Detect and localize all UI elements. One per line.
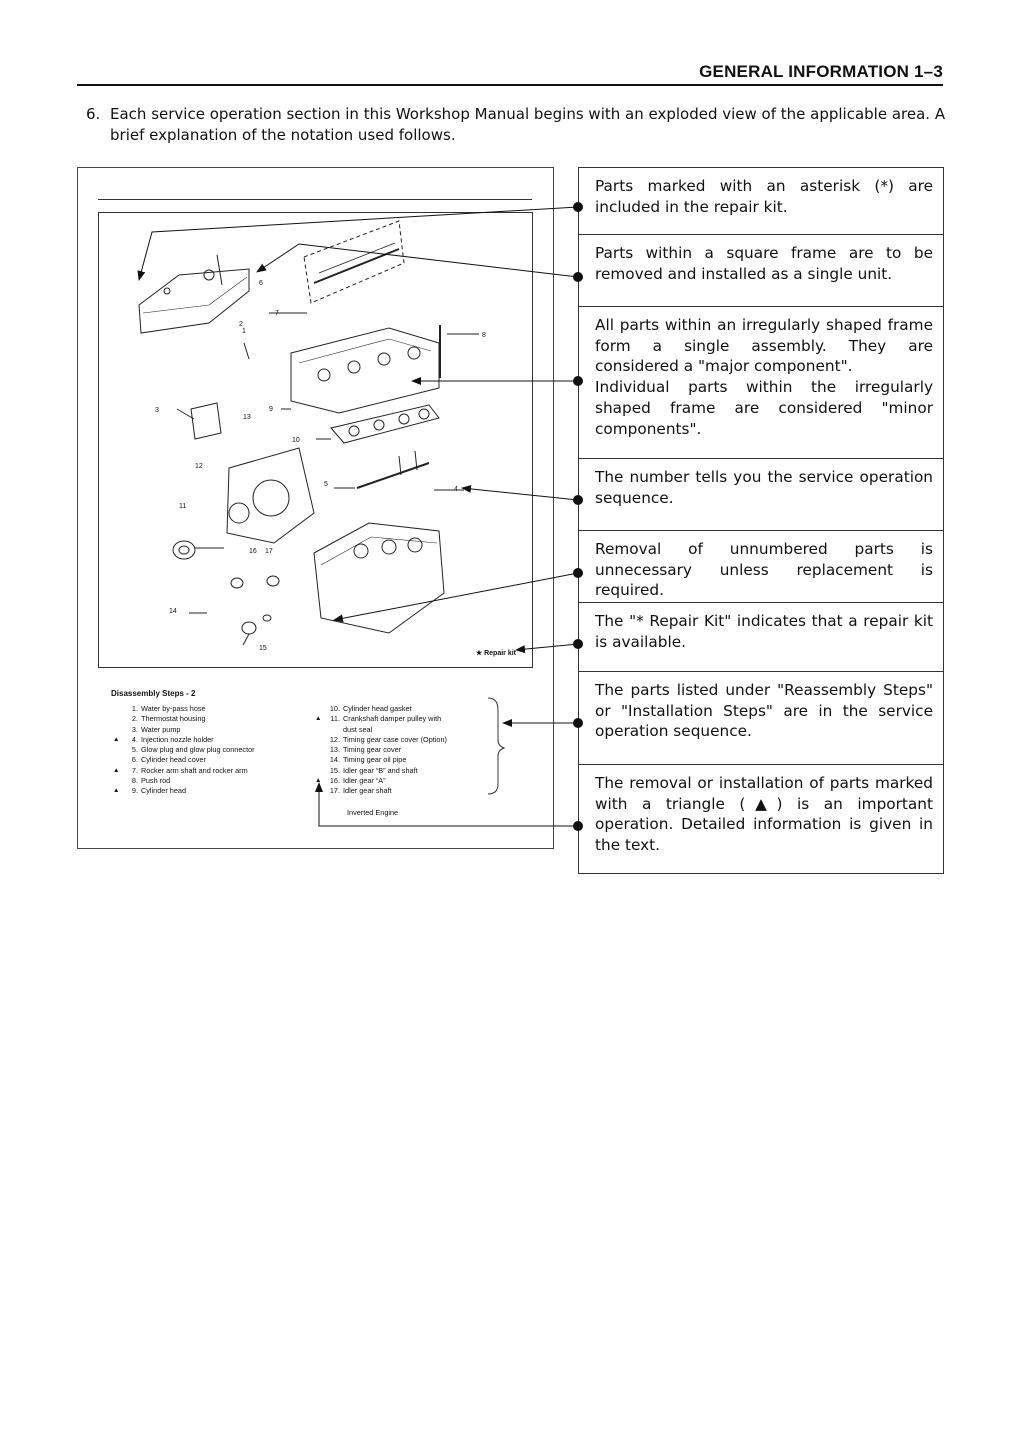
part-label-10: 10: [292, 437, 300, 444]
step-text: Idler gear “A”: [343, 776, 386, 786]
part-label-12: 12: [195, 463, 203, 470]
steps-list-right: [315, 704, 447, 797]
step-row: [315, 704, 447, 714]
step-number: 6.: [131, 755, 138, 765]
step-text: Crankshaft damper pulley with: [343, 714, 442, 724]
step-text: Push rod: [141, 776, 171, 786]
intro-text: Each service operation section in this Workshop Manual begins with an exploded view of the applicable area. A brief explanation of the notation used follows.: [110, 105, 946, 144]
step-row: [113, 745, 255, 755]
step-row: [113, 786, 255, 796]
steps-title: Disassembly Steps - 2: [111, 689, 196, 698]
page-title: GENERAL INFORMATION 1–3: [699, 62, 943, 81]
callout-reassembly-steps: The parts listed under "Reassembly Steps" or "Installation Steps" are in the service operation sequence.: [579, 672, 943, 765]
part-label-4: 4: [454, 486, 458, 493]
part-label-17: 17: [265, 548, 273, 555]
step-row: [315, 745, 447, 755]
step-number: 8.: [131, 776, 138, 786]
notation-callouts: [578, 167, 944, 874]
callout-repair-kit: The "* Repair Kit" indicates that a repair kit is available.: [579, 603, 943, 672]
step-mark: ▲: [315, 715, 322, 723]
step-number: 17.: [329, 786, 340, 796]
step-number: 14.: [329, 755, 340, 765]
step-number: 9.: [131, 786, 138, 796]
step-text: Rocker arm shaft and rocker arm: [141, 765, 248, 775]
step-text: Water pump: [141, 724, 181, 734]
step-number: 2.: [131, 714, 138, 724]
figure-title-rule: [98, 199, 532, 200]
step-mark: ▲: [113, 766, 120, 774]
repair-kit-label: ★ Repair kit: [475, 650, 516, 657]
step-text: Timing gear cover: [343, 745, 402, 755]
callout-triangle: The removal or installation of parts marked with a triangle (▲) is an important operation. Detailed information is given in the text.: [595, 774, 933, 855]
part-label-7: 7: [275, 310, 279, 317]
water-pump-part: [191, 403, 221, 439]
step-row: [315, 786, 447, 796]
part-label-13: 13: [243, 414, 251, 421]
step-mark: ▲: [315, 777, 322, 785]
step-row: [113, 714, 255, 724]
callout-unnumbered-parts: Removal of unnumbered parts is unnecessary unless replacement is required.: [579, 531, 943, 603]
step-row: [315, 725, 447, 735]
rocker-assembly-frame: [304, 221, 404, 303]
step-number: 12.: [329, 734, 340, 744]
step-text: Thermostat housing: [141, 714, 206, 724]
step-number: 15.: [329, 765, 340, 775]
part-number-labels: [155, 280, 486, 652]
step-text: Cylinder head gasket: [343, 704, 412, 713]
callout-asterisk: Parts marked with an asterisk (*) are included in the repair kit.: [579, 168, 943, 235]
damper-pulley-part: [173, 541, 195, 559]
step-row: [113, 735, 255, 745]
part-label-16: 16: [249, 548, 257, 555]
step-number: 7.: [131, 765, 138, 775]
part-label-2: 2: [239, 321, 243, 328]
part-label-14: 14: [169, 608, 177, 615]
step-number: 5.: [131, 745, 138, 755]
step-row: [315, 714, 447, 724]
engine-drawing: [99, 213, 532, 667]
step-row: [113, 776, 255, 786]
step-text: dust seal: [343, 724, 373, 734]
step-row: [315, 766, 447, 776]
step-row: [315, 755, 447, 765]
page-header: [77, 60, 943, 86]
step-row: [113, 725, 255, 735]
step-text: Glow plug and glow plug connector: [141, 745, 255, 755]
step-text: Idler gear shaft: [343, 786, 392, 796]
exploded-view-figure: [77, 167, 554, 849]
step-text: Idler gear “B” and shaft: [343, 765, 418, 775]
step-text: Cylinder head: [141, 786, 187, 796]
steps-bracket-icon: [488, 696, 508, 796]
step-number: 13.: [329, 745, 340, 755]
part-label-11: 11: [179, 503, 187, 510]
step-mark: ▲: [113, 735, 120, 743]
part-label-8: 8: [482, 332, 486, 339]
step-number: 4.: [131, 734, 138, 744]
step-number: 16.: [329, 776, 340, 786]
step-text: Cylinder head cover: [141, 755, 206, 765]
inverted-engine-label: Inverted Engine: [347, 808, 399, 817]
step-row: [315, 776, 447, 786]
cylinder-head-part: [291, 328, 439, 413]
step-row: [315, 735, 447, 745]
step-number: 3.: [131, 724, 138, 734]
step-text: Injection nozzle holder: [141, 734, 214, 744]
callout-number-sequence: The number tells you the service operation sequence.: [579, 459, 943, 531]
part-label-5: 5: [324, 481, 328, 488]
intro-paragraph: [86, 104, 946, 146]
timing-gear-case-part: [227, 448, 314, 543]
exploded-view-frame: [98, 212, 533, 668]
step-number: 1.: [131, 704, 138, 713]
step-row: [113, 766, 255, 776]
cylinder-head-cover-part: [139, 269, 249, 333]
step-number: 11.: [330, 714, 340, 724]
step-number: 10.: [329, 704, 340, 713]
step-text: Water by-pass hose: [141, 704, 206, 713]
part-label-9: 9: [269, 406, 273, 413]
part-label-15: 15: [259, 645, 267, 652]
cylinder-block-part: [314, 523, 444, 633]
steps-list-left: [113, 704, 255, 797]
step-row: [113, 755, 255, 765]
part-label-6: 6: [259, 280, 263, 287]
callout-irregular-frame: All parts within an irregularly shaped frame form a single assembly. They are considered a "major component". Individual parts within the irregularly shaped frame are considered "minor components".: [579, 307, 943, 459]
part-label-3: 3: [155, 407, 159, 414]
callout-square-frame: Parts within a square frame are to be removed and installed as a single unit.: [579, 235, 943, 307]
step-text: Timing gear case cover (Option): [343, 734, 447, 744]
step-mark: ▲: [113, 787, 120, 795]
part-label-1: 1: [242, 328, 246, 335]
step-text: Timing gear oil pipe: [343, 755, 407, 765]
step-row: [113, 704, 255, 714]
intro-number: 6.: [86, 105, 101, 123]
